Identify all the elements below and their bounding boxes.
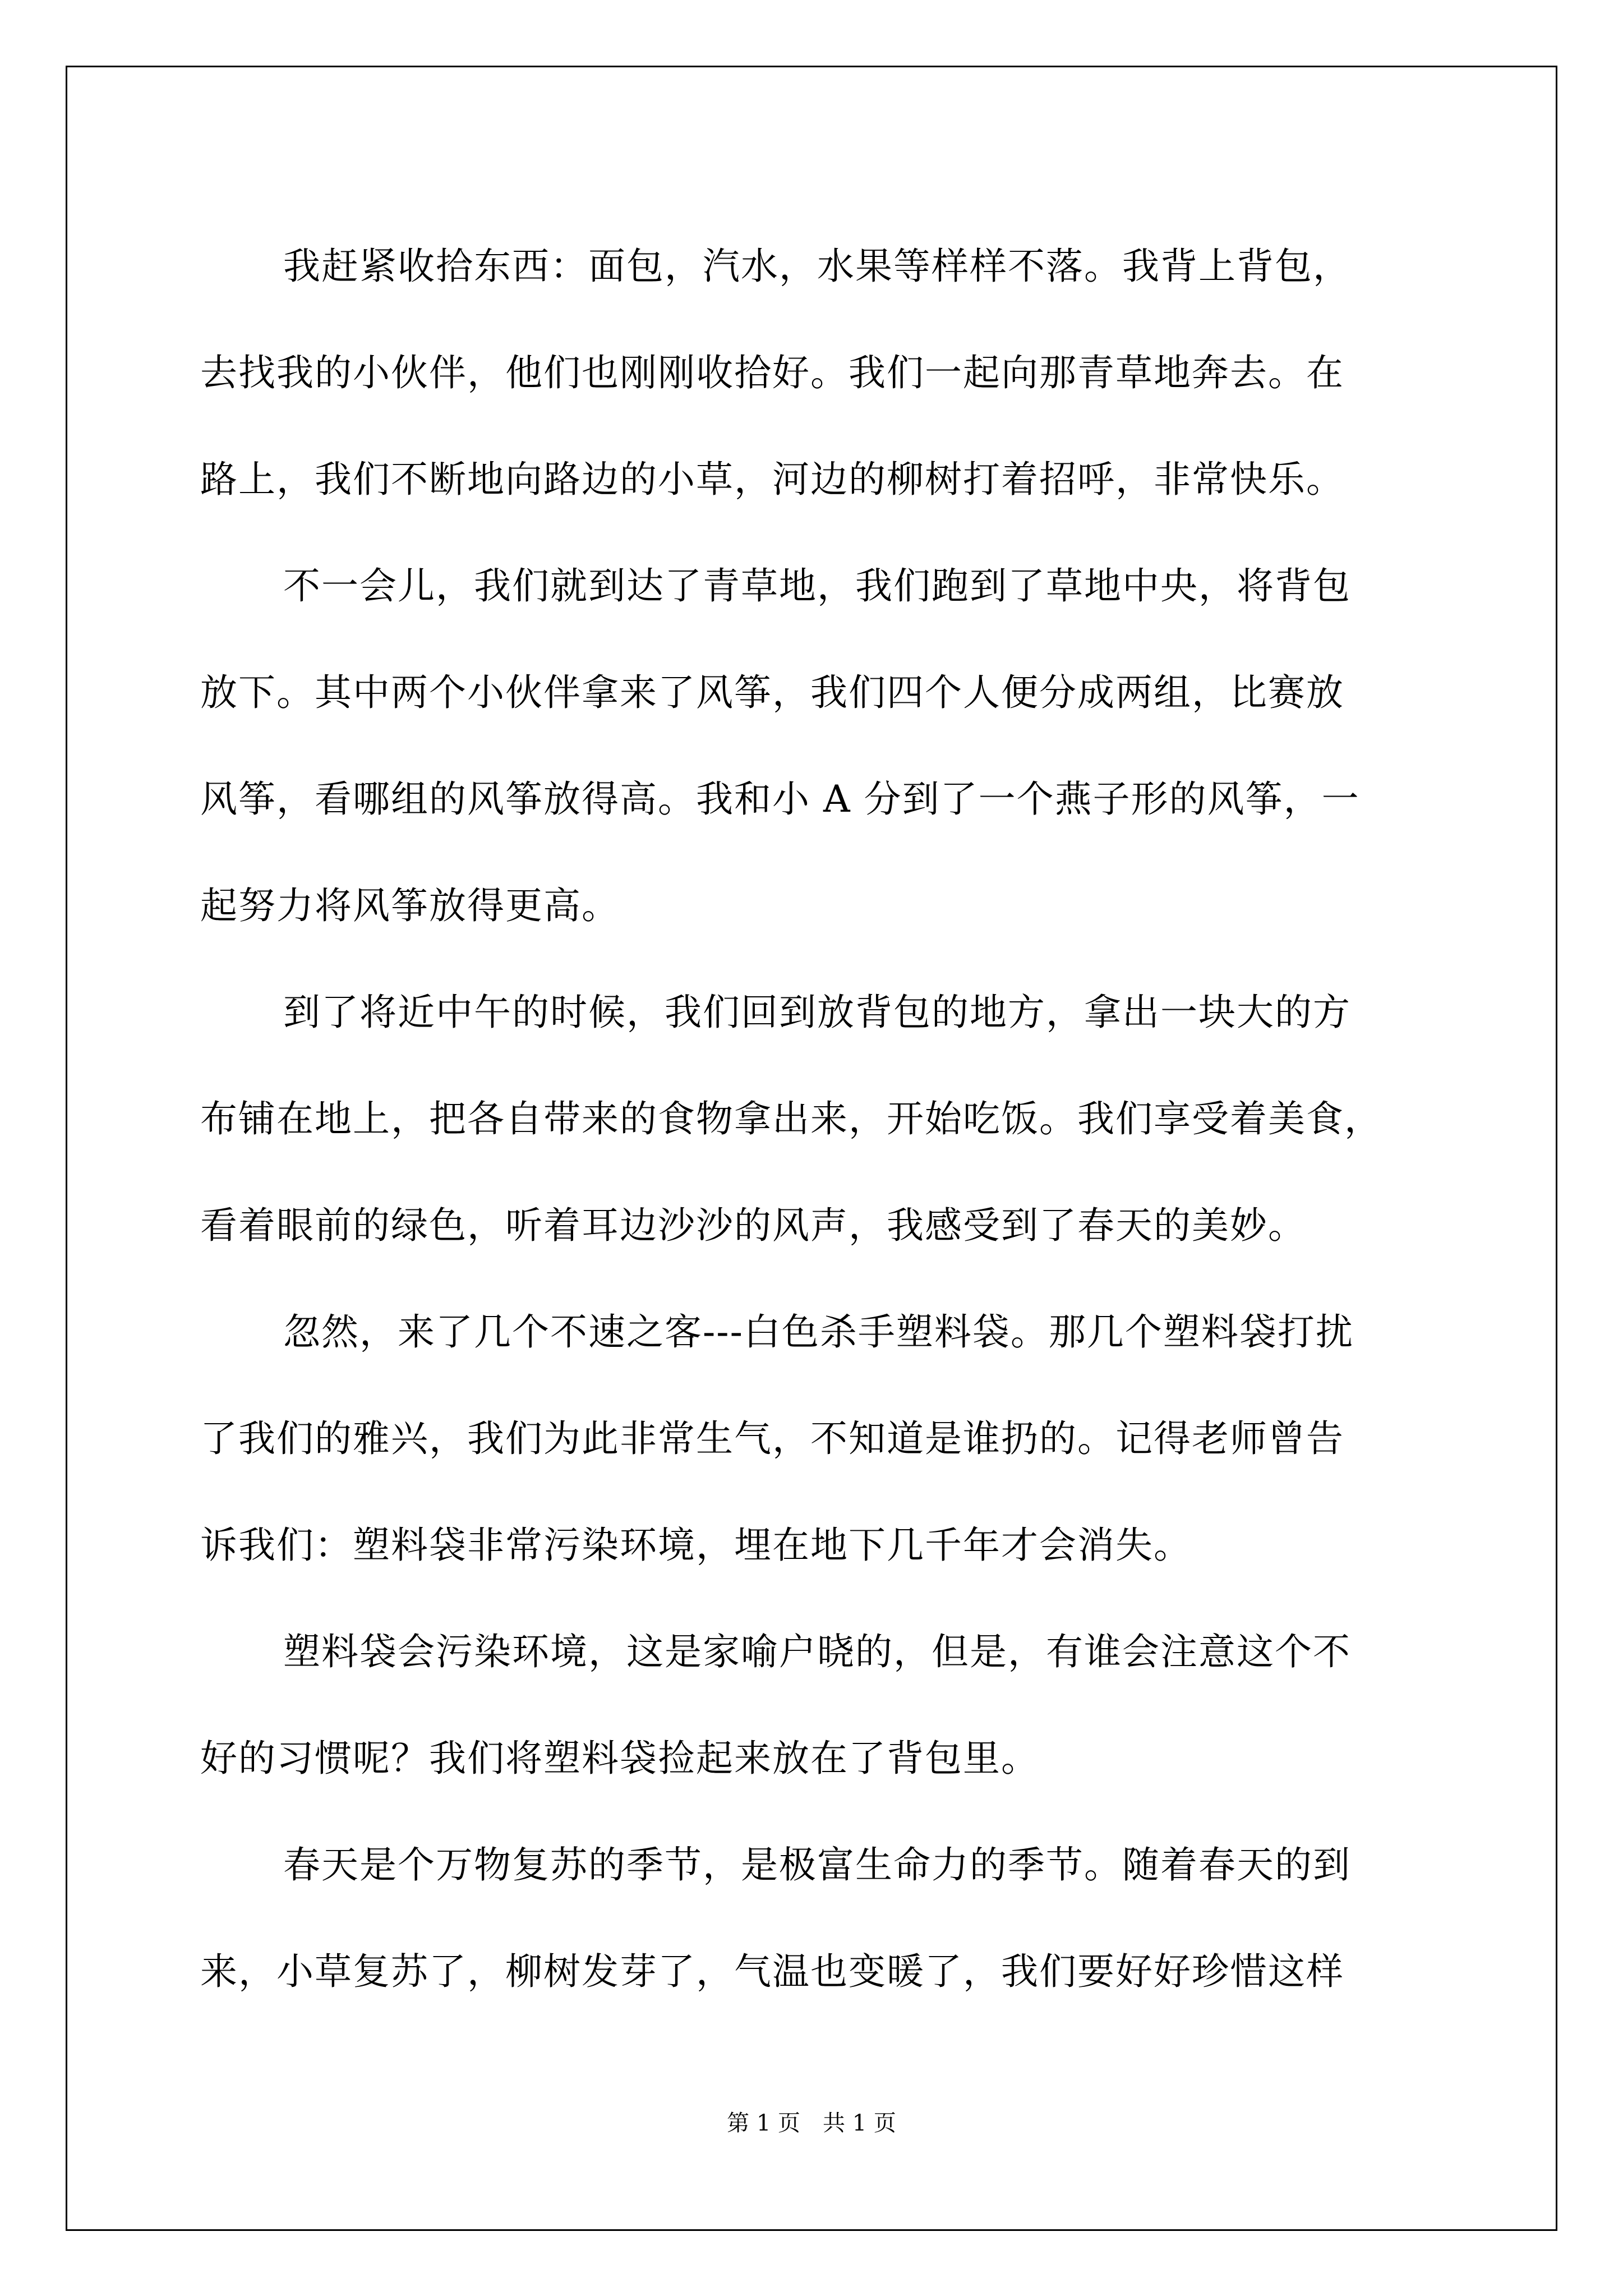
text-line: 风筝，看哪组的风筝放得高。我和小 A 分到了一个燕子形的风筝，一 [200,777,1360,821]
text-line: 看着眼前的绿色，听着耳边沙沙的风声，我感受到了春天的美妙。 [200,1204,1306,1247]
text-line: 起努力将风筝放得更高。 [200,884,620,927]
text-line: 好的习惯呢？我们将塑料袋捡起来放在了背包里。 [200,1737,1039,1780]
document-body [200,213,1434,2025]
text-line: 忽然，来了几个不速之客---白色杀手塑料袋。那几个塑料袋打扰 [283,1310,1354,1354]
text-line: 了我们的雅兴，我们为此非常生气，不知道是谁扔的。记得老师曾告 [200,1417,1344,1460]
text-line: 诉我们：塑料袋非常污染环境，埋在地下几千年才会消失。 [200,1524,1192,1567]
text-line: 去找我的小伙伴，他们也刚刚收拾好。我们一起向那青草地奔去。在 [200,351,1344,394]
text-line: 布铺在地上，把各自带来的食物拿出来，开始吃饭。我们享受着美食， [200,1097,1382,1140]
text-line: 我赶紧收拾东西：面包，汽水，水果等样样不落。我背上背包， [283,245,1351,288]
text-line: 路上，我们不断地向路边的小草，河边的柳树打着招呼，非常快乐。 [200,458,1344,501]
text-line: 春天是个万物复苏的季节，是极富生命力的季节。随着春天的到 [283,1843,1351,1887]
text-line: 来，小草复苏了，柳树发芽了，气温也变暖了，我们要好好珍惜这样 [200,1950,1344,1993]
text-line: 不一会儿，我们就到达了青草地，我们跑到了草地中央，将背包 [283,564,1351,608]
page-number-footer: 第 1 页 共 1 页 [727,2110,896,2136]
text-line: 塑料袋会污染环境，这是家喻户晓的，但是，有谁会注意这个不 [283,1630,1351,1673]
text-line: 到了将近中午的时候，我们回到放背包的地方，拿出一块大的方 [283,991,1351,1034]
text-line: 放下。其中两个小伙伴拿来了风筝，我们四个人便分成两组，比赛放 [200,671,1344,714]
